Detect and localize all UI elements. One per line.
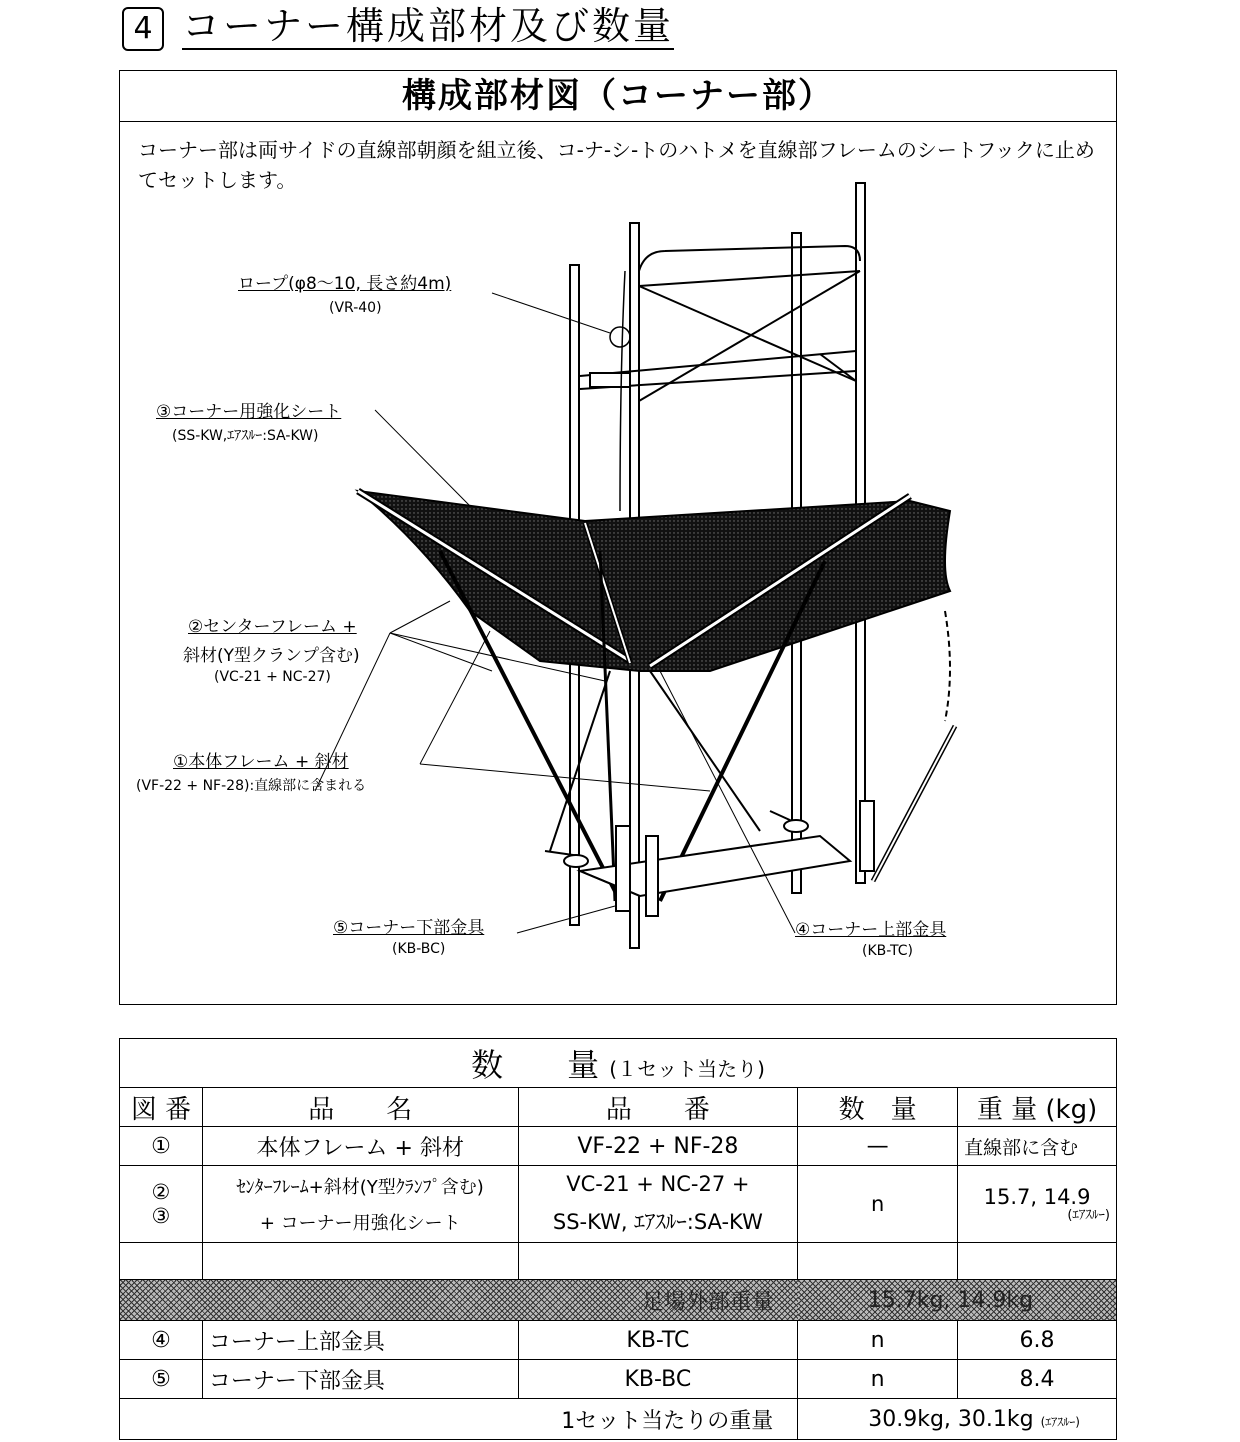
body-frame-label: ①本体フレーム + 斜材 [173,752,349,772]
row-figure-no: ② [151,1180,171,1204]
row-name: コーナー上部金具 [202,1321,518,1360]
row-quantity: — [798,1127,958,1166]
table-subtotal-row [120,1280,1117,1321]
row-figure-no: ⑤ [120,1360,203,1399]
lower-bracket-label: ⑤コーナー下部金具 [333,918,485,938]
row-figure-no-2: ③ [151,1204,171,1228]
quantity-table [119,1038,1117,1440]
center-frame-label: ②センターフレーム + [188,617,357,637]
upper-bracket-label: ④コーナー上部金具 [795,920,947,940]
table-row [120,1127,1117,1166]
figure-panel [119,70,1117,1005]
lower-bracket-code: (KB-BC) [392,941,446,957]
row-code: VC-21 + NC-27 + [566,1172,750,1196]
center-frame-code: (VC-21 + NC-27) [214,669,331,685]
row-code: VF-22 + NF-28 [518,1127,798,1166]
table-row [120,1360,1117,1399]
table-header-row [120,1088,1117,1127]
sheet-label: ③コーナー用強化シート [156,402,342,422]
row-weight-note: (ｴｱｽﾙｰ) [1067,1208,1110,1223]
total-value: 30.9kg, 30.1kg [868,1406,1034,1432]
row-weight: 6.8 [958,1321,1117,1360]
row-weight: 直線部に含む [958,1127,1117,1166]
row-code-2: SS-KW, ｴｱｽﾙｰ:SA-KW [552,1210,763,1234]
row-name: コーナー下部金具 [202,1360,518,1399]
rope-label: ロープ(φ8～10, 長さ約4m) [238,274,452,294]
table-row [120,1321,1117,1360]
row-name-2: + コーナー用強化シート [259,1213,461,1234]
upper-bracket-code: (KB-TC) [862,943,913,959]
row-quantity: n [798,1166,958,1243]
header-code: 品 番 [518,1088,798,1127]
body-frame-code: (VF-22 + NF-28):直線部に含まれる [136,778,367,794]
table-total-row [120,1399,1117,1440]
sheet-code: (SS-KW,ｴｱｽﾙｰ:SA-KW) [172,428,319,444]
row-code: KB-TC [518,1321,798,1360]
row-figure-no: ① [120,1127,203,1166]
section-title: コーナー構成部材及び数量 [182,4,675,48]
row-quantity: n [798,1321,958,1360]
table-title-note: (１セット当たり) [609,1057,765,1081]
figure-title: 構成部材図（コーナー部） [120,71,1116,122]
row-quantity: n [798,1360,958,1399]
section-number: 4 [122,7,164,51]
table-title-row [120,1039,1117,1088]
row-code: KB-BC [518,1360,798,1399]
subtotal-value: 15.7kg, 14.9kg [798,1280,1117,1321]
rope-code: (VR-40) [329,300,382,316]
row-weight: 15.7, 14.9 [983,1185,1091,1209]
header-figure-no: 図 番 [120,1088,203,1127]
scaffold-corner-diagram [120,71,1118,1006]
table-row-empty [120,1243,1117,1280]
row-figure-no: ④ [120,1321,203,1360]
header-weight: 重 量 (kg) [958,1088,1117,1127]
row-name: ｾﾝﾀｰﾌﾚｰﾑ+斜材(Y型ｸﾗﾝﾌﾟ含む) [236,1177,484,1198]
header-name: 品 名 [202,1088,518,1127]
table-title: 数 量 [471,1046,600,1084]
figure-description: コーナー部は両サイドの直線部朝顔を組立後、コ-ナ-シ-トのハトメを直線部フレームのシートフックに止めてセットします。 [138,138,1095,192]
total-note: (ｴｱｽﾙｰ) [1040,1414,1080,1429]
center-frame-label-2: 斜材(Y型クランプ含む) [183,646,360,666]
total-label: 1セット当たりの重量 [120,1399,798,1440]
row-name: 本体フレーム + 斜材 [202,1127,518,1166]
table-row [120,1166,1117,1243]
subtotal-label: 足場外部重量 [120,1280,798,1321]
row-weight: 8.4 [958,1360,1117,1399]
header-quantity: 数 量 [798,1088,958,1127]
